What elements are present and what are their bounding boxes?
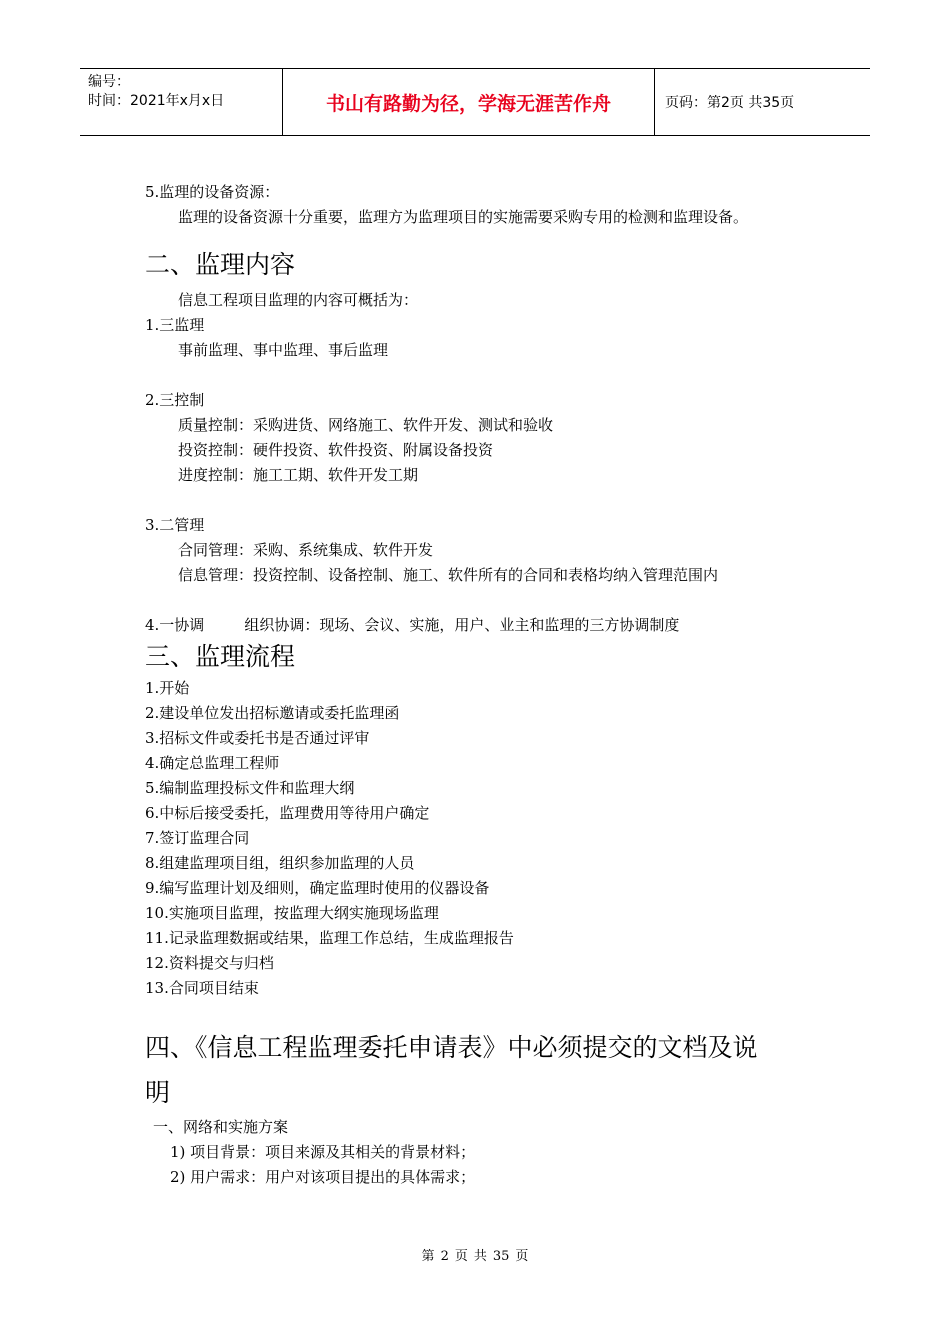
process-step: 11.记录监理数据或结果，监理工作总结，生成监理报告: [145, 929, 514, 947]
section3-heading: 三、监理流程: [145, 642, 296, 671]
process-step: 10.实施项目监理，按监理大纲实施现场监理: [145, 904, 439, 922]
section4-item: 1) 项目背景：项目来源及其相关的背景材料；: [170, 1143, 476, 1161]
section4-heading-line2: 明: [145, 1078, 171, 1107]
item2-line: 投资控制：硬件投资、软件投资、附属设备投资: [178, 441, 494, 459]
header-meta: [80, 69, 283, 135]
footer-mid1: 页: [454, 1249, 468, 1264]
process-step: 7.签订监理合同: [145, 829, 250, 847]
process-step: 5.编制监理投标文件和监理大纲: [145, 779, 355, 797]
page-footer: [0, 1245, 950, 1264]
footer-pre: 第: [421, 1249, 435, 1264]
document-body: [145, 180, 845, 1190]
item1-body: 事前监理、事中监理、事后监理: [178, 341, 389, 359]
section4-sub: 一、网络和实施方案: [153, 1118, 289, 1136]
section2-heading: 二、监理内容: [145, 250, 296, 279]
footer-mid2: 共: [473, 1249, 487, 1264]
footer-total-pages: 35: [492, 1249, 510, 1264]
item3-line: 信息管理：投资控制、设备控制、施工、软件所有的合同和表格均纳入管理范围内: [178, 566, 719, 584]
footer-page-number: 2: [440, 1249, 449, 1264]
process-step: 9.编写监理计划及细则，确定监理时使用的仪器设备: [145, 879, 490, 897]
header-page-info: 页码：第2页 共35页: [665, 95, 795, 111]
page-header: [80, 68, 870, 136]
time-label: 时间：2021年x月x日: [88, 93, 225, 109]
section2-intro: 信息工程项目监理的内容可概括为：: [178, 291, 419, 309]
process-step: 1.开始: [145, 679, 190, 697]
item2-line: 质量控制：采购进货、网络施工、软件开发、测试和验收: [178, 416, 554, 434]
header-motto: 书山有路勤为径，学海无涯苦作舟: [283, 69, 655, 135]
item4-body: 组织协调：现场、会议、实施，用户、业主和监理的三方协调制度: [244, 616, 680, 634]
number-label: 编号：: [88, 74, 130, 90]
process-step: 13.合同项目结束: [145, 979, 259, 997]
item4-title: 4.一协调: [145, 616, 205, 634]
process-step: 4.确定总监理工程师: [145, 754, 280, 772]
item1-title: 1.三监理: [145, 316, 205, 334]
process-step: 6.中标后接受委托，监理费用等待用户确定: [145, 804, 430, 822]
footer-post: 页: [515, 1249, 529, 1264]
section5-title: 5.监理的设备资源：: [145, 183, 280, 201]
item2-title: 2.三控制: [145, 391, 205, 409]
process-step: 12.资料提交与归档: [145, 954, 274, 972]
item3-line: 合同管理：采购、系统集成、软件开发: [178, 541, 434, 559]
section5-body: 监理的设备资源十分重要，监理方为监理项目的实施需要采购专用的检测和监理设备。: [178, 208, 749, 226]
process-step: 3.招标文件或委托书是否通过评审: [145, 729, 370, 747]
process-step: 2.建设单位发出招标邀请或委托监理函: [145, 704, 400, 722]
item4-row: [145, 613, 845, 638]
item3-title: 3.二管理: [145, 516, 205, 534]
section4-item: 2) 用户需求：用户对该项目提出的具体需求；: [170, 1168, 476, 1186]
process-steps: [145, 676, 845, 1001]
process-step: 8.组建监理项目组，组织参加监理的人员: [145, 854, 415, 872]
section4-heading-line1: 四、《信息工程监理委托申请表》中必须提交的文档及说: [145, 1033, 758, 1062]
item2-line: 进度控制：施工工期、软件开发工期: [178, 466, 419, 484]
